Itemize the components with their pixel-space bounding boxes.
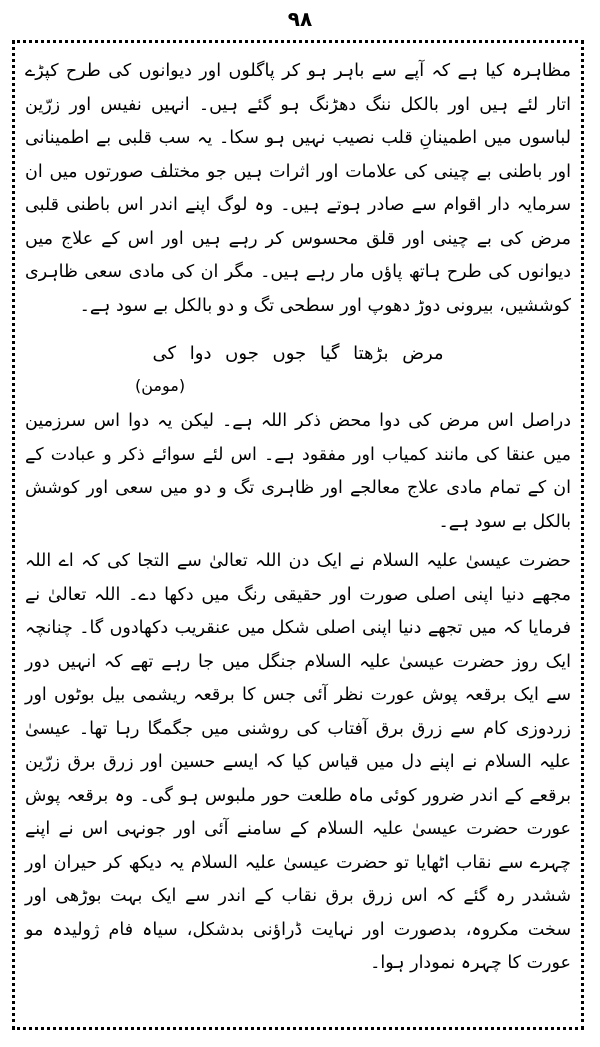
verse-attribution: (مومن) xyxy=(135,376,186,395)
verse-line: مرض بڑھتا گیا جوں جوں دوا کی xyxy=(152,343,444,364)
paragraph-3: حضرت عیسیٰ علیہ السلام نے ایک دن اللہ تعالیٰ سے التجا کی کہ اے اللہ مجھے دنیا اپنی اصلی صورت اور حقیقی رنگ میں دکھا دے۔ اللہ تعالیٰ نے فرمایا کہ میں تجھے دنیا اپنی اصلی شکل میں عنقریب دکھادوں گا۔ چنانچہ ایک روز حضرت عیسیٰ علیہ السلام جنگل میں جا رہے تھے کہ انہیں دور سے ایک برقعہ پوش عورت نظر آئی جس کا برقعہ ریشمی بیل بوٹوں اور زردوزی کام سے زرق برق آفتاب کی روشنی میں جگمگا رہا تھا۔ عیسیٰ علیہ السلام نے اپنے دل میں قیاس کیا کہ ایسے حسین اور زرق برق زرّین برقعے کے اندر ضرور کوئی ماہ طلعت حور ملبوس ہو گی۔ وہ برقعہ پوش عورت حضرت عیسیٰ علیہ السلام کے سامنے آئی اور جونہی اس نے اپنے چہرے سے نقاب اٹھایا تو حضرت عیسیٰ علیہ السلام یہ دیکھ کر حیران اور ششدر رہ گئے کہ اس زرق برق نقاب کے اندر سے ایک بہت بوڑھی اور سخت مکروہ، بدصورت اور نہایت ڈراؤنی بدشکل، سیاہ فام ژولیدہ مو عورت کا چہرہ نمودار ہوا۔ xyxy=(25,551,571,973)
page-frame xyxy=(12,40,584,1030)
paragraph-2: دراصل اس مرض کی دوا محض ذکر اللہ ہے۔ لیکن یہ دوا اس سرزمین میں عنقا کی مانند کمیاب اور مفقود ہے۔ اس لئے سوائے ذکر و عبادت کے ان کے تمام مادی علاج معالجے اور ظاہری تگ و دو میں سعی اور کوشش بالکل بے سود ہے۔ xyxy=(25,411,571,532)
paragraph-1: مظاہرہ کیا ہے کہ آپے سے باہر ہو کر پاگلوں اور دیوانوں کی طرح کپڑے اتار لئے ہیں اور بالکل ننگ دھڑنگ ہو گئے ہیں۔ انہیں نفیس اور زرّین لباسوں میں اطمینانِ قلب نصیب نہیں ہو سکا۔ یہ سب قلبی بے اطمینانی اور باطنی بے چینی کی علامات اور اثرات ہیں جو مختلف صورتوں میں ان سرمایہ دار اقوام سے صادر ہوتے ہیں۔ وہ لوگ اپنے اندر اس باطنی قلبی مرض کی بے چینی اور قلق محسوس کر رہے ہیں اور اس کے علاج میں دیوانوں کی طرح ہاتھ پاؤں مار رہے ہیں۔ مگر ان کی مادی سعی ظاہری کوششیں، بیرونی دوڑ دھوپ اور سطحی تگ و دو بالکل بے سود ہے۔ xyxy=(25,61,571,316)
page-number: ۹۸ xyxy=(287,7,313,31)
